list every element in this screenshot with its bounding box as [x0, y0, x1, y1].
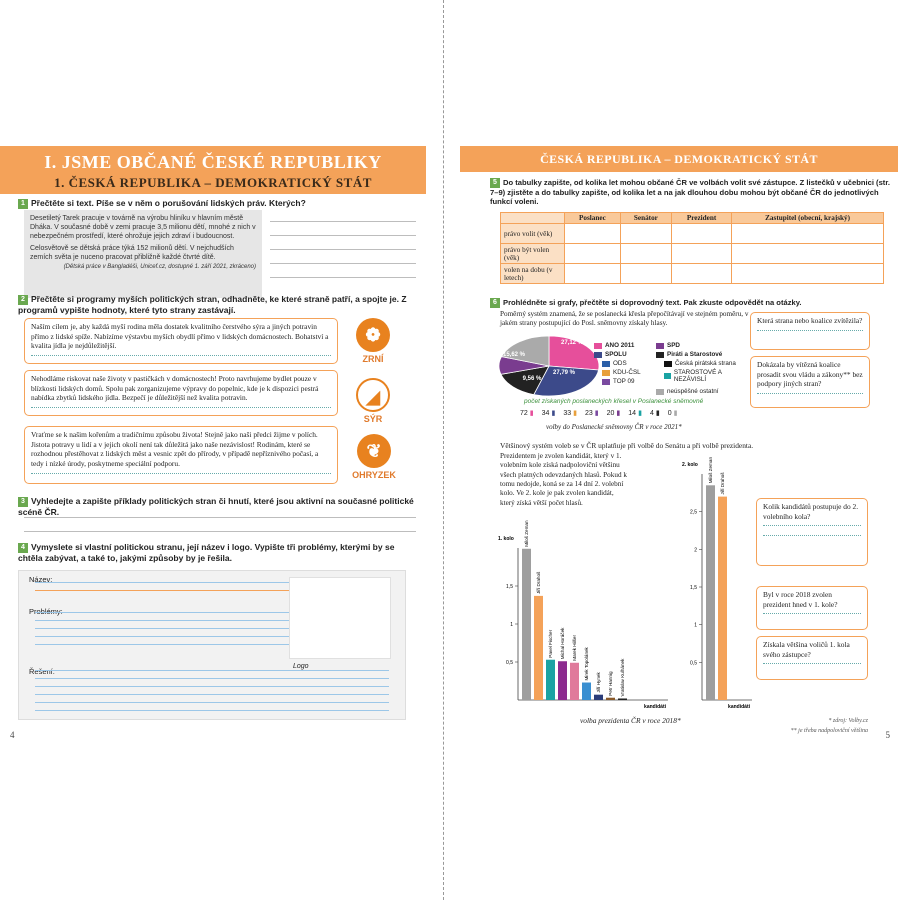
swatch — [594, 352, 602, 358]
bar-label: Pavel Fischer — [548, 629, 553, 658]
table-cell[interactable] — [732, 224, 884, 244]
right-banner: ČESKÁ REPUBLIKA – DEMOKRATICKÝ STÁT — [460, 146, 898, 172]
pie-label: 27,12 % — [560, 340, 584, 346]
x-axis-label: kandidáti — [728, 704, 750, 710]
legend-label: Piráti a Starostové — [667, 351, 723, 358]
answer-line[interactable] — [763, 535, 861, 536]
form-label-name: Název: — [29, 575, 53, 584]
swatch — [602, 361, 610, 367]
problems-lines[interactable] — [35, 605, 295, 645]
task-text: Přečtěte si programy myších politických stran, odhadněte, ke které straně patří, a spojte je. Z programů vypište hodnoty, které tyto strany zastávají. — [18, 294, 407, 315]
bar-label: Jiří Drahoš — [720, 472, 725, 495]
right-page — [460, 146, 898, 746]
table-cell[interactable] — [620, 224, 671, 244]
legend-item — [602, 360, 627, 367]
y-tick-label: 1 — [694, 622, 697, 629]
task-5 — [490, 178, 894, 207]
table-cell[interactable] — [671, 244, 731, 264]
answer-line[interactable] — [31, 407, 331, 408]
legend-label: KDU-ČSL — [613, 369, 641, 376]
party-zrni[interactable] — [350, 318, 396, 364]
table-cell[interactable] — [620, 244, 671, 264]
text-paragraph: Celosvětově se dětská práce týká 152 milionů dětí. V nejchudších zemích světa je nuceno pracovat přibližně každé čtvrté dítě. — [30, 245, 234, 262]
answer-line[interactable] — [763, 525, 861, 526]
bar — [570, 663, 579, 700]
task-text: Vymyslete si vlastní politickou stranu, její název i logo. Vypište tři problémy, kterými by se chtěla zabývat, a také to, jakými způsoby by je řešila. — [18, 542, 395, 563]
footnote: * zdroj: Volby.cz — [828, 718, 868, 724]
bar — [582, 683, 591, 700]
bar — [522, 549, 531, 700]
name-lines[interactable] — [35, 575, 295, 591]
form-label-problems: Problémy: — [29, 607, 63, 616]
party-name: OHRYZEK — [352, 470, 396, 480]
answer-line[interactable] — [757, 393, 863, 394]
table-cell[interactable] — [565, 244, 621, 264]
question-text: Byl v roce 2018 zvolen prezident hned v 1. kole? — [763, 590, 838, 609]
left-page — [0, 146, 426, 746]
task-number: 2 — [18, 295, 28, 305]
legend-item — [664, 369, 744, 383]
page-divider — [443, 0, 444, 900]
legend-label: SPOLU — [605, 351, 627, 358]
task-2 — [18, 294, 418, 316]
seat-count: 0 ▮ — [667, 410, 678, 417]
bar-label: Miloš Zeman — [708, 457, 713, 484]
bar — [606, 698, 615, 700]
program-text: Naším cílem je, aby každá myší rodina měla dostatek kvalitního čerstvého sýra a jiných potravin přímo z lidské spíže. Nabízíme výstavbu myších obydlí přímo v lidských domácnostech. Bohatství a kvalita jídla je nejdůležitější. — [31, 322, 329, 351]
task-text: Vyhledejte a zapište příklady politických stran či hnutí, které jsou aktivní na současné politické scéně ČR. — [18, 496, 414, 517]
y-tick-label: 1,5 — [506, 584, 513, 590]
wheat-icon: ❁ — [356, 318, 390, 352]
question-box-3 — [756, 498, 868, 566]
task-number: 5 — [490, 178, 500, 188]
question-box-2 — [750, 356, 870, 408]
seat-counts — [520, 409, 677, 417]
table-cell[interactable] — [565, 224, 621, 244]
person-icon: ▮ — [551, 410, 556, 417]
seat-count: 72 ▮ — [520, 410, 534, 417]
legend-item — [656, 351, 722, 358]
party-form — [18, 570, 406, 720]
legend-label: neúspěšné ostatní — [667, 388, 719, 395]
task-4 — [18, 542, 398, 564]
form-label-solutions: Řešení: — [29, 667, 55, 676]
question-box-1 — [750, 312, 870, 350]
party-name: ZRNÍ — [362, 354, 384, 364]
program-text: Nehodláme riskovat naše životy v pastičkách v domácnostech! Proto navrhujeme bydlet pouze v blízkosti lidských domů. Spolu pak zorganizujeme výpravy do popelnic, kde je k dispozici pestrá nabídka zbytků lidského jídla. Bezpečí je důležitější než kvalita potravin. — [31, 374, 319, 403]
legend-label: STAROSTOVÉ A NEZÁVISLÍ — [673, 369, 722, 383]
chapter-title: I. JSME OBČANÉ ČESKÉ REPUBLIKY — [44, 152, 382, 172]
pie-label: 15,62 % — [502, 352, 526, 358]
answer-line[interactable] — [763, 663, 861, 664]
task-number: 4 — [18, 543, 28, 553]
logo-box[interactable] — [289, 577, 391, 659]
text-box-child-labor — [24, 210, 262, 298]
table-cell[interactable] — [565, 264, 621, 284]
question-text: Získala většina voličů 1. kola svého zástupce? — [763, 640, 850, 659]
answer-line[interactable] — [763, 613, 861, 614]
proportional-text: Poměrný systém znamená, že se poslanecká křesla přepočítávají ve stejném poměru, v jakém strany postupující do Posl. sněmovny získaly hlasy. — [500, 310, 749, 328]
bar — [594, 695, 603, 700]
logo-label: Logo — [293, 663, 309, 670]
col-header: Prezident — [671, 213, 731, 224]
bar-label: Marek Hilšer — [572, 634, 577, 661]
legend-item — [656, 388, 718, 395]
person-icon: ▮ — [529, 410, 534, 417]
bar-label: Mirek Topolánek — [584, 647, 589, 681]
question-text: Která strana nebo koalice zvítězila? — [757, 316, 863, 325]
answer-line[interactable] — [31, 355, 331, 356]
pie-caption: volby do Poslanecké sněmovny ČR v roce 2021* — [546, 423, 682, 431]
program-text: Vraťme se k našim kořenům a tradičnímu způsobu života! Stejně jako naši předci žijme v polích. Jistota potravy u lidí a v jejich okolí není tak důležitá jako naše nezávislost! Rodinám, které se rozhodnou přestěhovat z lidských měst a vesnic zpět do přírody, v případě nepříznivého počasí, a tedy i nízké úrody, poskytneme speciální podporu. — [31, 430, 319, 468]
task-text: Prohlédněte si grafy, přečtěte si doprovodný text. Pak zkuste odpovědět na otázky. — [503, 298, 802, 307]
seat-count: 4 ▮ — [649, 410, 660, 417]
apple-core-icon: ❦ — [357, 434, 391, 468]
seat-count: 33 ▮ — [563, 410, 577, 417]
table-cell[interactable] — [620, 264, 671, 284]
swatch — [602, 379, 610, 385]
task-text: Do tabulky zapište, od kolika let mohou občané ČR ve volbách volit své zástupce. Z listečků v učebnici (str. 7–9) zjistěte a do tabulky zapište, od kolika let a na jak dlouhou dobu mohou být občané ČR do jednotlivých funkcí voleni. — [490, 178, 890, 207]
question-text: Kolik kandidátů postupuje do 2. volebního kola? — [763, 502, 859, 521]
seat-caption: počet získaných poslaneckých křesel v Poslanecké sněmovně — [524, 398, 704, 405]
table-cell[interactable] — [732, 264, 884, 284]
majority-detail: Prezidentem je zvolen kandidát, který v 1. volebním kole získá nadpoloviční většinu všech platných odevzdaných hlasů. Pokud k tomu nedojde, koná se za 14 dní 2. volební kolo. Ve 2. kole je pak zvolen kandidát, který získá větší počet hlasů. — [500, 452, 627, 507]
swatch — [602, 370, 610, 376]
task-text: Přečtěte si text. Píše se v něm o porušování lidských práv. Kterých? — [31, 198, 306, 208]
bar-chart-round-2 — [674, 457, 754, 710]
table-cell[interactable] — [732, 244, 884, 264]
swatch — [664, 373, 671, 379]
text-paragraph: Desetiletý Tarek pracuje v továrně na výrobu hliníku v hlavním městě Dháka. V současné době v zemi pracuje 3,5 milionu dětí, mnohé z nich v nebezpečném prostředí, které ohrožuje jejich zdraví i budoucnost. — [30, 215, 256, 241]
swatch — [664, 361, 672, 367]
task-number: 6 — [490, 298, 500, 308]
legend-item — [664, 360, 736, 367]
answer-lines[interactable] — [24, 504, 416, 532]
solutions-lines[interactable] — [35, 663, 389, 711]
row-header: volen na dobu (v letech) — [501, 264, 565, 284]
task-number: 1 — [18, 199, 28, 209]
task-6 — [490, 298, 894, 308]
party-syr[interactable] — [350, 378, 396, 424]
legend-item — [594, 351, 627, 358]
person-icon: ▮ — [655, 410, 660, 417]
program-box-2 — [24, 370, 338, 416]
left-banner — [0, 146, 426, 194]
swatch — [656, 389, 664, 395]
legend-label: ODS — [613, 360, 627, 367]
swatch — [656, 343, 664, 349]
seat-count: 23 ▮ — [584, 410, 599, 417]
legend-label: ANO 2011 — [605, 342, 635, 349]
seat-count: 20 ▮ — [606, 410, 621, 417]
legend-label: Česká pirátská strana — [675, 360, 736, 367]
col-header: Zastupitel (obecní, krajský) — [732, 213, 884, 224]
legend-item — [602, 378, 634, 385]
seat-count: 34 ▮ — [541, 410, 556, 417]
bar-label: Vratislav Kulhánek — [620, 658, 625, 697]
person-icon: ▮ — [616, 410, 621, 417]
question-text: Dokázala by vítězná koalice prosadit svou vládu a zákony** bez podpory jiných stran? — [757, 360, 863, 389]
section-title: 1. ČESKÁ REPUBLIKA – DEMOKRATICKÝ STÁT — [54, 175, 372, 190]
row-header: právo volit (věk) — [501, 224, 565, 244]
swatch — [656, 352, 664, 358]
bar-chart-round-1 — [490, 520, 670, 710]
pie-chart — [494, 332, 604, 402]
person-icon: ▮ — [594, 410, 599, 417]
pie-label: 27,79 % — [552, 370, 576, 376]
y-tick-label: 2 — [694, 547, 697, 554]
party-name: SÝR — [363, 414, 383, 424]
election-age-table — [500, 212, 884, 284]
bar-caption: volba prezidenta ČR v roce 2018* — [580, 716, 681, 725]
y-tick-label: 1,5 — [690, 585, 697, 591]
bar-label: Petr Hannig — [608, 671, 613, 696]
y-tick-label: 2,5 — [690, 509, 697, 516]
x-axis-label: kandidáti — [644, 704, 666, 710]
legend-item — [594, 342, 634, 349]
question-box-4 — [756, 586, 868, 630]
table-cell[interactable] — [671, 224, 731, 244]
bar-label: Jiří Drahoš — [536, 571, 541, 594]
y-tick-label: 1 — [510, 622, 513, 628]
person-icon: ▮ — [638, 410, 642, 417]
program-box-3 — [24, 426, 338, 484]
answer-line[interactable] — [757, 330, 863, 331]
legend-label: SPD — [667, 342, 680, 349]
question-box-5 — [756, 636, 868, 680]
answer-lines[interactable] — [270, 208, 416, 278]
bar — [534, 596, 543, 700]
pie-label: 9,56 % — [522, 376, 542, 382]
task-number: 3 — [18, 497, 28, 507]
legend-label: TOP 09 — [613, 378, 635, 385]
party-ohryzek[interactable] — [344, 434, 404, 480]
bar — [706, 485, 715, 700]
source-note: (Dětská práce v Bangladéši, Unicef.cz, dostupné 1. září 2021, zkráceno) — [63, 264, 256, 271]
col-header: Poslanec — [565, 213, 621, 224]
page-number: 5 — [885, 730, 890, 740]
bar-label: Jiří Hynek — [596, 672, 601, 693]
bar — [558, 661, 567, 700]
bar — [546, 660, 555, 700]
answer-line[interactable] — [31, 473, 331, 474]
col-header: Senátor — [620, 213, 671, 224]
legend-item — [602, 369, 641, 376]
footnote: ** je třeba nadpoloviční většina — [790, 728, 868, 734]
swatch — [594, 343, 602, 349]
cheese-icon: ◢ — [356, 378, 390, 412]
program-box-1 — [24, 318, 338, 364]
y-tick-label: 0,5 — [506, 660, 513, 666]
page-number: 4 — [10, 730, 15, 740]
person-icon: ▮ — [673, 410, 678, 417]
legend-item — [656, 342, 680, 349]
y-tick-label: 0,5 — [690, 660, 697, 667]
bar — [718, 497, 727, 700]
bar-label: Michal Horáček — [560, 627, 565, 660]
person-icon: ▮ — [573, 410, 577, 417]
bar — [618, 698, 627, 700]
table-cell[interactable] — [671, 264, 731, 284]
chart-title: 1. kolo — [498, 536, 514, 542]
chart-title: 2. kolo — [682, 462, 698, 468]
majority-text: Většinový systém voleb se v ČR uplatňuje při volbě do Senátu a při volbě prezidenta. — [500, 441, 754, 450]
row-header: právo být volen (věk) — [501, 244, 565, 264]
seat-count: 14 ▮ — [628, 410, 642, 417]
bar-label: Miloš Zeman — [524, 520, 529, 547]
